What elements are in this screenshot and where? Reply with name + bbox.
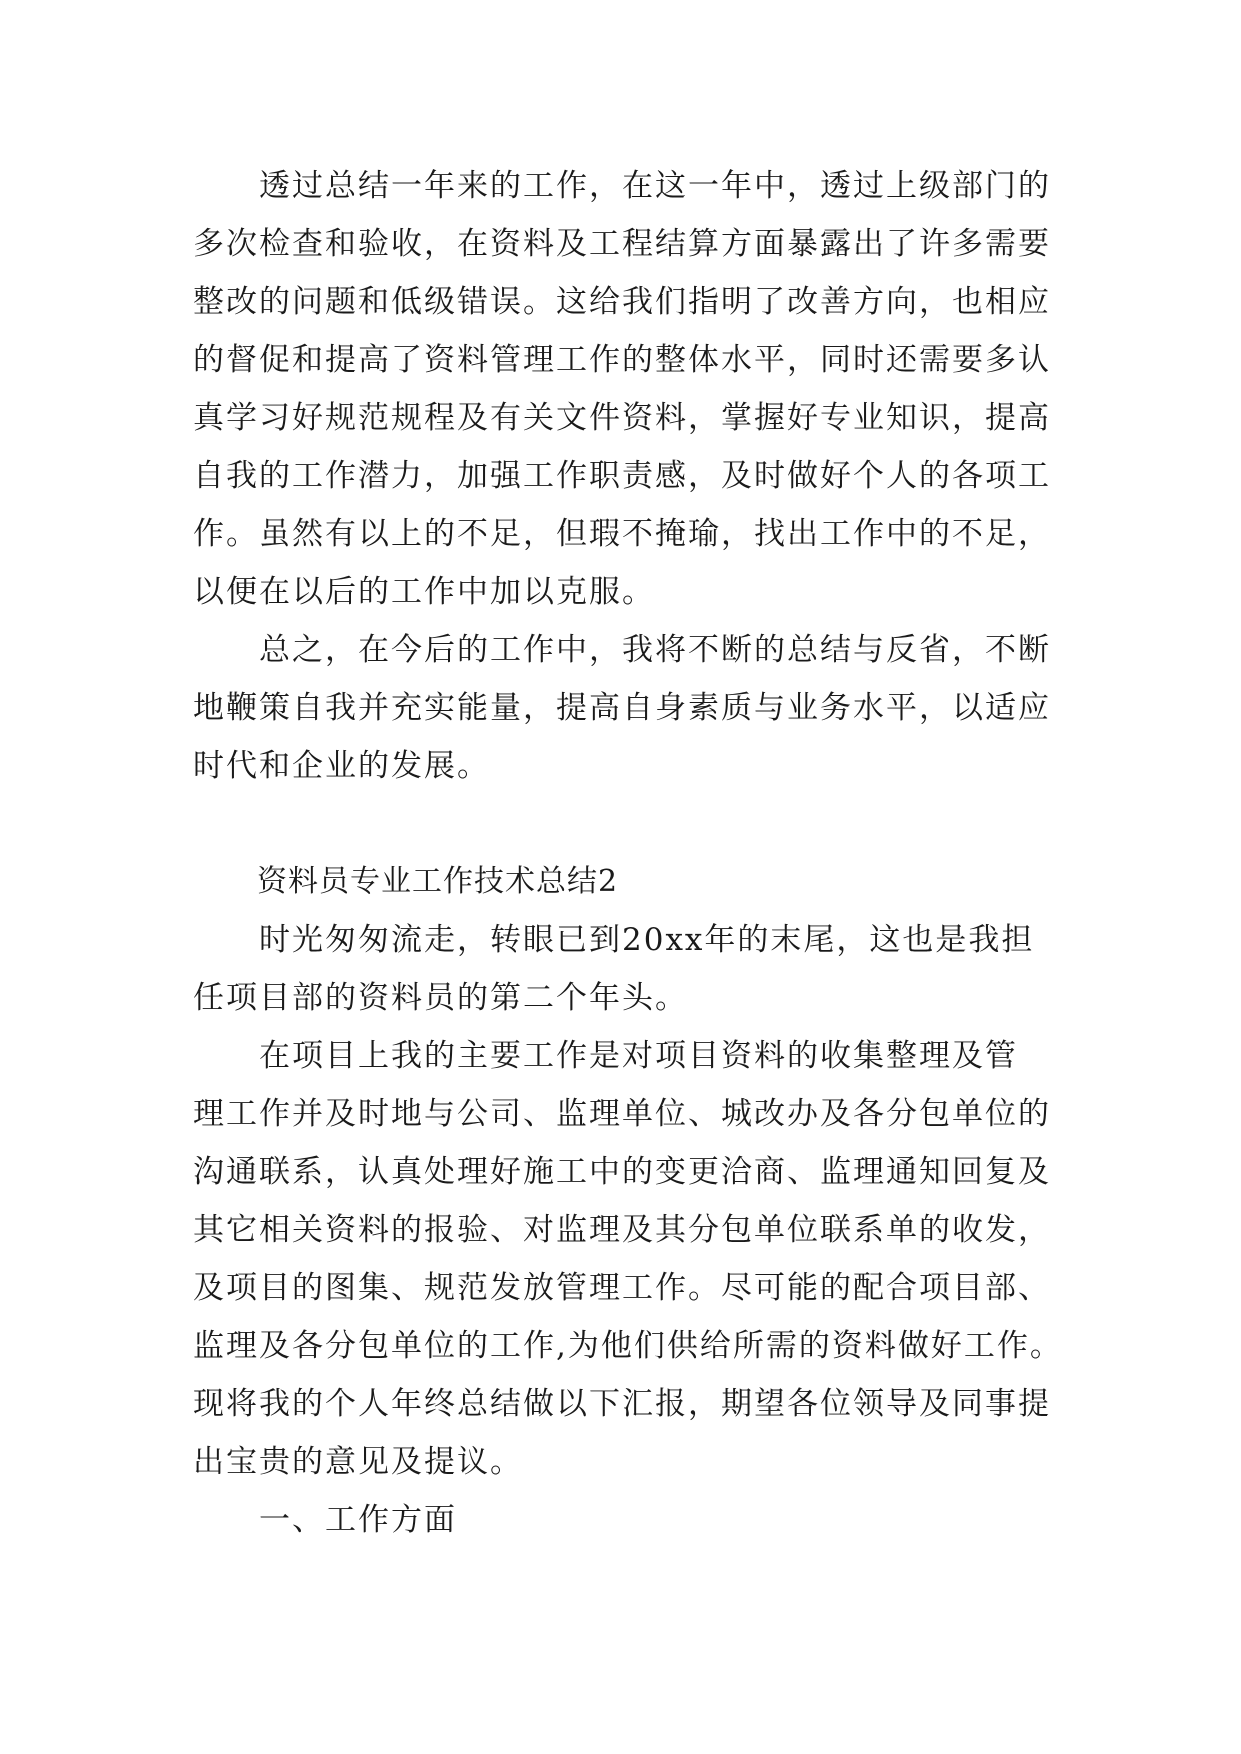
text-line: 整改的问题和低级错误。这给我们指明了改善方向，也相应 [193, 284, 1051, 320]
text-line: 监理及各分包单位的工作,为他们供给所需的资料做好工作。 [193, 1328, 1063, 1364]
text-line: 作。虽然有以上的不足，但瑕不掩瑜，找出工作中的不足， [193, 516, 1051, 552]
text-line: 自我的工作潜力，加强工作职责感，及时做好个人的各项工 [193, 458, 1051, 494]
subsection-heading: 一、工作方面 [193, 1502, 457, 1538]
text-line: 任项目部的资料员的第二个年头。 [193, 980, 688, 1016]
text-line: 其它相关资料的报验、对监理及其分包单位联系单的收发， [193, 1212, 1051, 1248]
section-heading: 资料员专业工作技术总结2 [257, 864, 619, 899]
text-line: 地鞭策自我并充实能量，提高自身素质与业务水平，以适应 [193, 690, 1051, 726]
text-line: 及项目的图集、规范发放管理工作。尽可能的配合项目部、 [193, 1270, 1051, 1306]
text-line: 的督促和提高了资料管理工作的整体水平，同时还需要多认 [193, 342, 1051, 378]
text-line: 时代和企业的发展。 [193, 748, 490, 784]
text-line: 时光匆匆流走，转眼已到20xx年的末尾，这也是我担 [193, 922, 1035, 958]
text-line: 沟通联系，认真处理好施工中的变更洽商、监理通知回复及 [193, 1154, 1051, 1190]
text-line: 出宝贵的意见及提议。 [193, 1444, 523, 1480]
text-line: 总之，在今后的工作中，我将不断的总结与反省，不断 [193, 632, 1051, 668]
text-line: 真学习好规范规程及有关文件资料，掌握好专业知识，提高 [193, 400, 1051, 436]
text-line: 现将我的个人年终总结做以下汇报，期望各位领导及同事提 [193, 1386, 1051, 1422]
text-line: 理工作并及时地与公司、监理单位、城改办及各分包单位的 [193, 1096, 1051, 1132]
text-line: 在项目上我的主要工作是对项目资料的收集整理及管 [193, 1038, 1018, 1074]
text-line: 多次检查和验收，在资料及工程结算方面暴露出了许多需要 [193, 226, 1051, 262]
text-line: 透过总结一年来的工作，在这一年中，透过上级部门的 [193, 168, 1051, 204]
text-line: 以便在以后的工作中加以克服。 [193, 574, 655, 610]
